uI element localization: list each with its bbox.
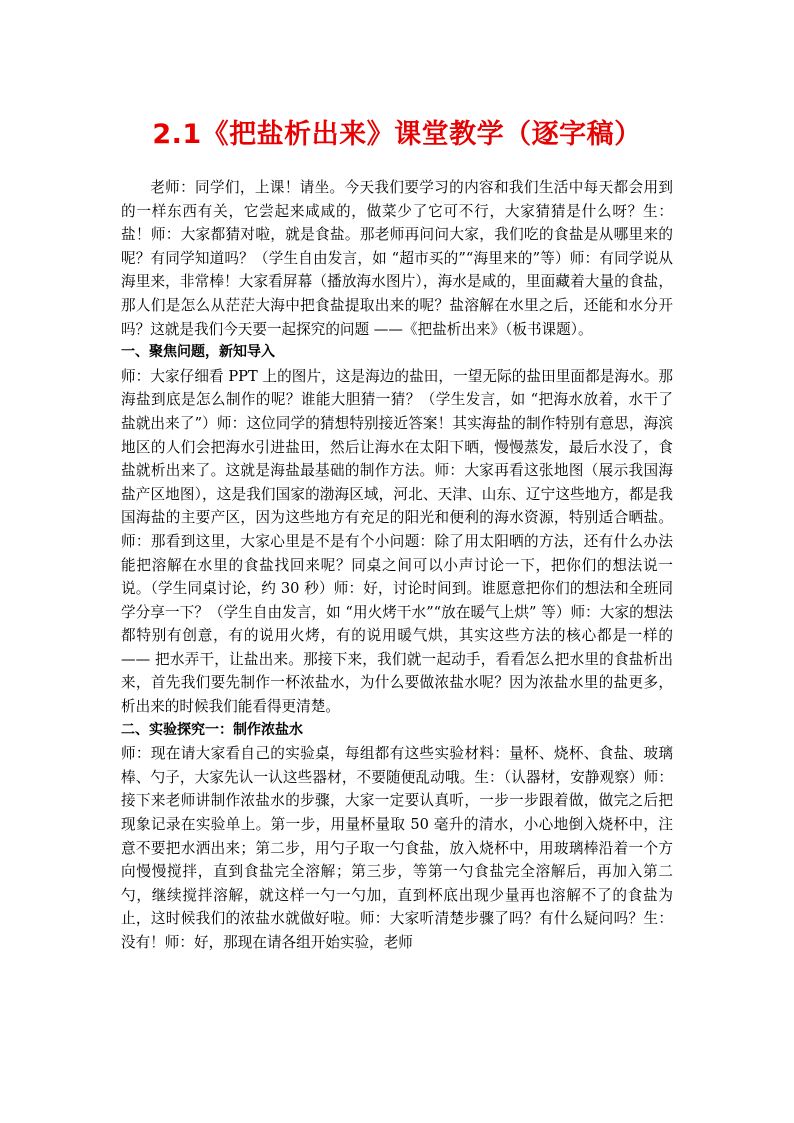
section-1-paragraph: 师：大家仔细看 PPT 上的图片，这是海边的盐田，一望无际的盐田里面都是海水。那海盐到底是怎么制作的呢？谁能大胆猜一猜？（学生发言，如 “把海水放着，水干了盐就出来了”）师：这位同学的猜想特别接近答案！其实海盐的制作特别有意思，海滨地区的人们会把海水引进盐田，然后让海水在太阳下晒，慢慢蒸发，最后水没了，食盐就析出来了。这就是海盐最基础的制作方法。师：大家再看这张地图（展示我国海盐产区地图），这是我们国家的渤海区域，河北、天津、山东、辽宁这些地方，都是我国海盐的主要产区，因为这些地方有充足的阳光和便利的海水资源，特别适合晒盐。师：那看到这里，大家心里是不是有个小问题：除了用太阳晒的方法，还有什么办法能把溶解在水里的食盐找回来呢？同桌之间可以小声讨论一下，把你们的想法说一说。（学生同桌讨论，约 30 秒）师：好，讨论时间到。谁愿意把你们的想法和全班同学分享一下？（学生自由发言，如 “用火烤干水”“放在暖气上烘” 等）师：大家的想法都特别有创意，有的说用火烤，有的说用暖气烘，其实这些方法的核心都是一样的 —— 把水弄干，让盐出来。那接下来，我们就一起动手，看看怎么把水里的食盐析出来，首先我们要先制作一杯浓盐水，为什么要做浓盐水呢？因为浓盐水里的盐更多，析出来的时候我们能看得更清楚。 [121, 367, 673, 716]
document-body [121, 176, 673, 955]
section-heading-2: 二、实验探究一：制作浓盐水 [121, 721, 303, 738]
section-2-paragraph: 师：现在请大家看自己的实验桌，每组都有这些实验材料：量杯、烧杯、食盐、玻璃棒、勺子，大家先认一认这些器材，不要随便乱动哦。生：（认器材，安静观察）师：接下来老师讲制作浓盐水的步骤，大家一定要认真听，一步一步跟着做，做完之后把现象记录在实验单上。第一步，用量杯量取 50 毫升的清水，小心地倒入烧杯中，注意不要把水洒出来；第二步，用勺子取一勺食盐，放入烧杯中，用玻璃棒沿着一个方向慢慢搅拌，直到食盐完全溶解；第三步，等第一勺食盐完全溶解后，再加入第二勺，继续搅拌溶解，就这样一勺一勺加，直到杯底出现少量再也溶解不了的食盐为止，这时候我们的浓盐水就做好啦。师：大家听清楚步骤了吗？有什么疑问吗？生：没有！师：好，那现在请各组开始实验，老师 [121, 745, 673, 951]
intro-paragraph: 老师：同学们，上课！请坐。今天我们要学习的内容和我们生活中每天都会用到的一样东西有关，它尝起来咸咸的，做菜少了它可不行，大家猜猜是什么呀？生：盐！师：大家都猜对啦，就是食盐。那老师再问问大家，我们吃的食盐是从哪里来的呢？有同学知道吗？（学生自由发言，如 “超市买的”“海里来的”等）师：有同学说从海里来，非常棒！大家看屏幕（播放海水图片），海水是咸的，里面藏着大量的食盐，那人们是怎么从茫茫大海中把食盐提取出来的呢？盐溶解在水里之后，还能和水分开吗？这就是我们今天要一起探究的问题 ——《把盐析出来》（板书课题）。 [121, 179, 673, 338]
document-title: 2.1《把盐析出来》课堂教学（逐字稿） [152, 119, 642, 150]
section-heading-1: 一、聚焦问题，新知导入 [121, 344, 275, 361]
